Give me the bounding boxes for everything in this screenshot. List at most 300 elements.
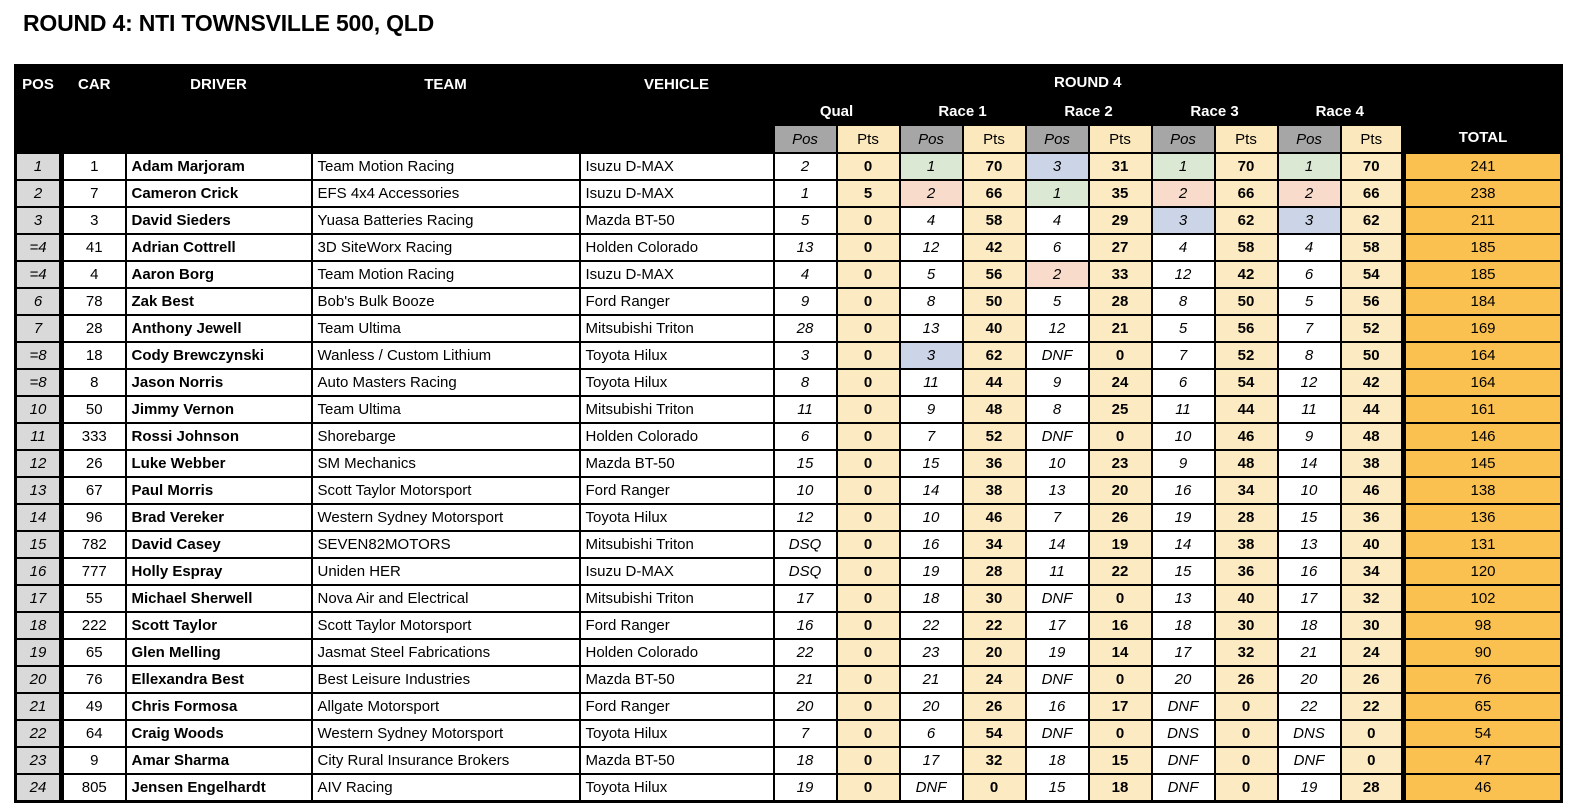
cell-driver-name: Craig Woods — [126, 720, 312, 747]
cell-car-number: 50 — [62, 396, 126, 423]
cell-total: 120 — [1404, 558, 1562, 585]
cell-race2-pts: 20 — [1089, 477, 1152, 504]
cell-race4-pts: 40 — [1341, 531, 1404, 558]
cell-vehicle: Toyota Hilux — [580, 504, 774, 531]
standings-row — [16, 207, 1562, 234]
cell-qual-pts: 0 — [837, 153, 900, 180]
standings-row — [16, 477, 1562, 504]
cell-vehicle: Ford Ranger — [580, 288, 774, 315]
standings-row — [16, 612, 1562, 639]
cell-car-number: 222 — [62, 612, 126, 639]
cell-qual-pts: 0 — [837, 261, 900, 288]
cell-race2-pos: 17 — [1026, 612, 1089, 639]
cell-race3-pts: 0 — [1215, 720, 1278, 747]
cell-race1-pts: 62 — [963, 342, 1026, 369]
cell-race4-pos: 11 — [1278, 396, 1341, 423]
cell-race1-pos: 18 — [900, 585, 963, 612]
cell-race1-pts: 46 — [963, 504, 1026, 531]
cell-total: 46 — [1404, 774, 1562, 802]
cell-race2-pos: 2 — [1026, 261, 1089, 288]
col-header-vehicle: VEHICLE — [580, 66, 774, 154]
cell-overall-pos: =4 — [16, 261, 62, 288]
cell-race1-pts: 70 — [963, 153, 1026, 180]
subheader-qual-pos: Pos — [774, 125, 837, 153]
cell-race4-pos: 6 — [1278, 261, 1341, 288]
cell-driver-name: Ellexandra Best — [126, 666, 312, 693]
cell-race4-pos: 1 — [1278, 153, 1341, 180]
standings-row — [16, 315, 1562, 342]
cell-overall-pos: 15 — [16, 531, 62, 558]
cell-race1-pts: 26 — [963, 693, 1026, 720]
cell-race4-pts: 36 — [1341, 504, 1404, 531]
cell-race3-pts: 28 — [1215, 504, 1278, 531]
standings-row — [16, 234, 1562, 261]
cell-overall-pos: 24 — [16, 774, 62, 802]
cell-total: 54 — [1404, 720, 1562, 747]
cell-qual-pos: 6 — [774, 423, 837, 450]
cell-qual-pts: 0 — [837, 369, 900, 396]
subheader-race3-pts: Pts — [1215, 125, 1278, 153]
cell-total: 238 — [1404, 180, 1562, 207]
cell-team: Scott Taylor Motorsport — [312, 477, 580, 504]
cell-race4-pts: 34 — [1341, 558, 1404, 585]
cell-race2-pos: 13 — [1026, 477, 1089, 504]
cell-race4-pos: 19 — [1278, 774, 1341, 802]
cell-race3-pts: 0 — [1215, 747, 1278, 774]
cell-vehicle: Mazda BT-50 — [580, 207, 774, 234]
page — [0, 10, 1593, 796]
cell-team: Western Sydney Motorsport — [312, 720, 580, 747]
cell-race2-pts: 35 — [1089, 180, 1152, 207]
cell-team: Yuasa Batteries Racing — [312, 207, 580, 234]
cell-overall-pos: 16 — [16, 558, 62, 585]
cell-race3-pts: 46 — [1215, 423, 1278, 450]
cell-total: 169 — [1404, 315, 1562, 342]
subheader-race2-pos: Pos — [1026, 125, 1089, 153]
cell-qual-pts: 0 — [837, 423, 900, 450]
cell-race4-pos: 4 — [1278, 234, 1341, 261]
cell-race1-pos: 8 — [900, 288, 963, 315]
cell-race2-pts: 16 — [1089, 612, 1152, 639]
cell-race1-pts: 54 — [963, 720, 1026, 747]
cell-race3-pts: 56 — [1215, 315, 1278, 342]
cell-race1-pts: 36 — [963, 450, 1026, 477]
cell-car-number: 9 — [62, 747, 126, 774]
subheader-race4-pos: Pos — [1278, 125, 1341, 153]
cell-race4-pts: 70 — [1341, 153, 1404, 180]
cell-qual-pos: 22 — [774, 639, 837, 666]
cell-team: Auto Masters Racing — [312, 369, 580, 396]
cell-car-number: 55 — [62, 585, 126, 612]
standings-row — [16, 531, 1562, 558]
cell-race4-pos: 13 — [1278, 531, 1341, 558]
cell-race4-pts: 56 — [1341, 288, 1404, 315]
cell-race1-pos: 13 — [900, 315, 963, 342]
cell-car-number: 49 — [62, 693, 126, 720]
cell-total: 164 — [1404, 369, 1562, 396]
cell-car-number: 1 — [62, 153, 126, 180]
cell-race1-pts: 38 — [963, 477, 1026, 504]
cell-driver-name: Paul Morris — [126, 477, 312, 504]
cell-race4-pts: 46 — [1341, 477, 1404, 504]
col-header-driver: DRIVER — [126, 66, 312, 154]
cell-vehicle: Isuzu D-MAX — [580, 153, 774, 180]
cell-race2-pos: 5 — [1026, 288, 1089, 315]
cell-team: 3D SiteWorx Racing — [312, 234, 580, 261]
cell-driver-name: Glen Melling — [126, 639, 312, 666]
cell-race1-pos: 5 — [900, 261, 963, 288]
cell-vehicle: Ford Ranger — [580, 693, 774, 720]
cell-race3-pts: 50 — [1215, 288, 1278, 315]
cell-qual-pos: 20 — [774, 693, 837, 720]
cell-vehicle: Isuzu D-MAX — [580, 261, 774, 288]
cell-driver-name: Zak Best — [126, 288, 312, 315]
cell-race4-pts: 0 — [1341, 747, 1404, 774]
cell-qual-pos: 17 — [774, 585, 837, 612]
subheader-race3-pos: Pos — [1152, 125, 1215, 153]
cell-car-number: 3 — [62, 207, 126, 234]
cell-qual-pos: 16 — [774, 612, 837, 639]
cell-race1-pts: 56 — [963, 261, 1026, 288]
cell-team: Bob's Bulk Booze — [312, 288, 580, 315]
subheader-qual-pts: Pts — [837, 125, 900, 153]
cell-qual-pts: 0 — [837, 585, 900, 612]
cell-race2-pos: 18 — [1026, 747, 1089, 774]
cell-qual-pts: 0 — [837, 396, 900, 423]
cell-driver-name: Aaron Borg — [126, 261, 312, 288]
cell-race2-pos: 12 — [1026, 315, 1089, 342]
standings-row — [16, 369, 1562, 396]
cell-race4-pos: 15 — [1278, 504, 1341, 531]
cell-race2-pts: 18 — [1089, 774, 1152, 802]
cell-race1-pts: 42 — [963, 234, 1026, 261]
cell-race3-pos: 13 — [1152, 585, 1215, 612]
standings-row — [16, 558, 1562, 585]
cell-race3-pts: 34 — [1215, 477, 1278, 504]
cell-qual-pos: 15 — [774, 450, 837, 477]
cell-qual-pts: 0 — [837, 612, 900, 639]
cell-driver-name: Rossi Johnson — [126, 423, 312, 450]
cell-race1-pos: 10 — [900, 504, 963, 531]
cell-total: 185 — [1404, 234, 1562, 261]
cell-race1-pos: 6 — [900, 720, 963, 747]
cell-race4-pos: 2 — [1278, 180, 1341, 207]
cell-car-number: 64 — [62, 720, 126, 747]
cell-race2-pts: 0 — [1089, 342, 1152, 369]
cell-vehicle: Ford Ranger — [580, 477, 774, 504]
standings-row — [16, 180, 1562, 207]
cell-race1-pos: 2 — [900, 180, 963, 207]
cell-total: 90 — [1404, 639, 1562, 666]
cell-qual-pos: 8 — [774, 369, 837, 396]
cell-qual-pos: 21 — [774, 666, 837, 693]
cell-overall-pos: 23 — [16, 747, 62, 774]
cell-race2-pos: 6 — [1026, 234, 1089, 261]
cell-team: Team Ultima — [312, 315, 580, 342]
cell-race3-pos: DNS — [1152, 720, 1215, 747]
cell-race4-pos: 16 — [1278, 558, 1341, 585]
cell-race4-pts: 24 — [1341, 639, 1404, 666]
page-title: ROUND 4: NTI TOWNSVILLE 500, QLD — [23, 10, 435, 36]
cell-race4-pts: 38 — [1341, 450, 1404, 477]
cell-race1-pts: 0 — [963, 774, 1026, 802]
cell-total: 211 — [1404, 207, 1562, 234]
cell-race1-pts: 50 — [963, 288, 1026, 315]
cell-overall-pos: =4 — [16, 234, 62, 261]
cell-race1-pos: 11 — [900, 369, 963, 396]
cell-vehicle: Toyota Hilux — [580, 369, 774, 396]
cell-driver-name: Cody Brewczynski — [126, 342, 312, 369]
cell-race3-pos: 11 — [1152, 396, 1215, 423]
session-header-race1: Race 1 — [900, 98, 1026, 125]
cell-race4-pos: DNF — [1278, 747, 1341, 774]
cell-race4-pos: DNS — [1278, 720, 1341, 747]
cell-race4-pos: 18 — [1278, 612, 1341, 639]
cell-race3-pts: 30 — [1215, 612, 1278, 639]
cell-race1-pts: 44 — [963, 369, 1026, 396]
cell-qual-pts: 0 — [837, 558, 900, 585]
cell-race1-pos: 17 — [900, 747, 963, 774]
cell-total: 241 — [1404, 153, 1562, 180]
cell-race1-pos: 19 — [900, 558, 963, 585]
cell-race2-pts: 22 — [1089, 558, 1152, 585]
cell-total: 161 — [1404, 396, 1562, 423]
cell-race2-pts: 0 — [1089, 423, 1152, 450]
cell-driver-name: Michael Sherwell — [126, 585, 312, 612]
cell-race3-pos: DNF — [1152, 747, 1215, 774]
cell-race3-pts: 38 — [1215, 531, 1278, 558]
cell-race3-pos: 14 — [1152, 531, 1215, 558]
cell-race3-pos: 6 — [1152, 369, 1215, 396]
cell-race1-pts: 34 — [963, 531, 1026, 558]
cell-vehicle: Isuzu D-MAX — [580, 180, 774, 207]
session-header-race4: Race 4 — [1278, 98, 1404, 125]
cell-vehicle: Isuzu D-MAX — [580, 558, 774, 585]
cell-race2-pts: 15 — [1089, 747, 1152, 774]
col-header-total: TOTAL — [1404, 66, 1562, 154]
cell-vehicle: Mitsubishi Triton — [580, 531, 774, 558]
cell-race3-pts: 32 — [1215, 639, 1278, 666]
cell-vehicle: Toyota Hilux — [580, 774, 774, 802]
cell-race1-pos: 15 — [900, 450, 963, 477]
cell-team: Team Motion Racing — [312, 261, 580, 288]
cell-qual-pos: 18 — [774, 747, 837, 774]
cell-car-number: 333 — [62, 423, 126, 450]
cell-overall-pos: 10 — [16, 396, 62, 423]
cell-car-number: 26 — [62, 450, 126, 477]
cell-race2-pts: 26 — [1089, 504, 1152, 531]
cell-race2-pos: DNF — [1026, 720, 1089, 747]
cell-driver-name: Adrian Cottrell — [126, 234, 312, 261]
cell-team: Uniden HER — [312, 558, 580, 585]
cell-race1-pts: 58 — [963, 207, 1026, 234]
cell-race2-pos: DNF — [1026, 666, 1089, 693]
cell-race2-pos: 8 — [1026, 396, 1089, 423]
standings-row — [16, 261, 1562, 288]
cell-qual-pts: 0 — [837, 315, 900, 342]
cell-driver-name: Jimmy Vernon — [126, 396, 312, 423]
cell-vehicle: Ford Ranger — [580, 612, 774, 639]
cell-race3-pts: 54 — [1215, 369, 1278, 396]
cell-overall-pos: 3 — [16, 207, 62, 234]
cell-race2-pts: 24 — [1089, 369, 1152, 396]
standings-row — [16, 288, 1562, 315]
col-header-team: TEAM — [312, 66, 580, 154]
cell-car-number: 805 — [62, 774, 126, 802]
cell-race1-pts: 32 — [963, 747, 1026, 774]
cell-total: 145 — [1404, 450, 1562, 477]
cell-race1-pos: 9 — [900, 396, 963, 423]
cell-race4-pos: 21 — [1278, 639, 1341, 666]
cell-overall-pos: 11 — [16, 423, 62, 450]
cell-driver-name: Jason Norris — [126, 369, 312, 396]
cell-race3-pos: 19 — [1152, 504, 1215, 531]
cell-race1-pos: 4 — [900, 207, 963, 234]
cell-qual-pts: 0 — [837, 693, 900, 720]
cell-race3-pts: 62 — [1215, 207, 1278, 234]
cell-team: EFS 4x4 Accessories — [312, 180, 580, 207]
cell-race3-pts: 40 — [1215, 585, 1278, 612]
cell-driver-name: Holly Espray — [126, 558, 312, 585]
cell-qual-pts: 5 — [837, 180, 900, 207]
standings-row — [16, 585, 1562, 612]
cell-race3-pos: 8 — [1152, 288, 1215, 315]
cell-driver-name: Luke Webber — [126, 450, 312, 477]
cell-total: 138 — [1404, 477, 1562, 504]
cell-race2-pts: 21 — [1089, 315, 1152, 342]
session-header-race2: Race 2 — [1026, 98, 1152, 125]
cell-race2-pos: 16 — [1026, 693, 1089, 720]
cell-overall-pos: =8 — [16, 342, 62, 369]
cell-overall-pos: 21 — [16, 693, 62, 720]
cell-race2-pos: 10 — [1026, 450, 1089, 477]
cell-race2-pos: DNF — [1026, 423, 1089, 450]
cell-qual-pos: 10 — [774, 477, 837, 504]
cell-car-number: 41 — [62, 234, 126, 261]
cell-team: Shorebarge — [312, 423, 580, 450]
cell-qual-pos: 4 — [774, 261, 837, 288]
cell-car-number: 4 — [62, 261, 126, 288]
cell-race4-pts: 32 — [1341, 585, 1404, 612]
cell-qual-pos: 3 — [774, 342, 837, 369]
subheader-race4-pts: Pts — [1341, 125, 1404, 153]
cell-race2-pts: 0 — [1089, 720, 1152, 747]
cell-race2-pos: 15 — [1026, 774, 1089, 802]
cell-qual-pts: 0 — [837, 450, 900, 477]
cell-race3-pos: 20 — [1152, 666, 1215, 693]
cell-race1-pos: 12 — [900, 234, 963, 261]
cell-race3-pos: DNF — [1152, 693, 1215, 720]
cell-qual-pos: DSQ — [774, 558, 837, 585]
cell-race1-pos: 21 — [900, 666, 963, 693]
cell-race3-pts: 58 — [1215, 234, 1278, 261]
cell-race3-pos: 10 — [1152, 423, 1215, 450]
cell-race2-pos: 19 — [1026, 639, 1089, 666]
cell-driver-name: David Casey — [126, 531, 312, 558]
cell-race4-pts: 42 — [1341, 369, 1404, 396]
cell-overall-pos: 14 — [16, 504, 62, 531]
standings-row — [16, 693, 1562, 720]
cell-race1-pos: DNF — [900, 774, 963, 802]
cell-overall-pos: 19 — [16, 639, 62, 666]
cell-race3-pos: 16 — [1152, 477, 1215, 504]
cell-total: 47 — [1404, 747, 1562, 774]
standings-row — [16, 342, 1562, 369]
cell-race3-pts: 70 — [1215, 153, 1278, 180]
cell-race2-pts: 31 — [1089, 153, 1152, 180]
cell-overall-pos: =8 — [16, 369, 62, 396]
cell-race4-pos: 12 — [1278, 369, 1341, 396]
results-table — [14, 64, 1563, 803]
round-header: ROUND 4 — [774, 66, 1404, 99]
cell-race1-pts: 40 — [963, 315, 1026, 342]
cell-race1-pts: 28 — [963, 558, 1026, 585]
cell-race4-pts: 44 — [1341, 396, 1404, 423]
standings-row — [16, 747, 1562, 774]
cell-team: Best Leisure Industries — [312, 666, 580, 693]
cell-driver-name: Adam Marjoram — [126, 153, 312, 180]
cell-qual-pos: DSQ — [774, 531, 837, 558]
cell-overall-pos: 17 — [16, 585, 62, 612]
cell-car-number: 76 — [62, 666, 126, 693]
cell-overall-pos: 6 — [16, 288, 62, 315]
cell-qual-pos: 13 — [774, 234, 837, 261]
cell-race4-pts: 30 — [1341, 612, 1404, 639]
cell-overall-pos: 2 — [16, 180, 62, 207]
cell-total: 185 — [1404, 261, 1562, 288]
cell-race3-pts: 44 — [1215, 396, 1278, 423]
subheader-race2-pts: Pts — [1089, 125, 1152, 153]
cell-vehicle: Mitsubishi Triton — [580, 315, 774, 342]
cell-driver-name: Scott Taylor — [126, 612, 312, 639]
cell-qual-pos: 2 — [774, 153, 837, 180]
cell-race3-pos: 4 — [1152, 234, 1215, 261]
cell-car-number: 96 — [62, 504, 126, 531]
cell-team: City Rural Insurance Brokers — [312, 747, 580, 774]
cell-vehicle: Mazda BT-50 — [580, 450, 774, 477]
cell-race1-pts: 24 — [963, 666, 1026, 693]
standings-row — [16, 666, 1562, 693]
cell-total: 102 — [1404, 585, 1562, 612]
cell-race1-pts: 22 — [963, 612, 1026, 639]
cell-race3-pos: 3 — [1152, 207, 1215, 234]
cell-race3-pts: 66 — [1215, 180, 1278, 207]
cell-race4-pts: 0 — [1341, 720, 1404, 747]
cell-total: 146 — [1404, 423, 1562, 450]
table-header — [16, 66, 1562, 154]
cell-race4-pos: 20 — [1278, 666, 1341, 693]
cell-car-number: 78 — [62, 288, 126, 315]
cell-race3-pts: 42 — [1215, 261, 1278, 288]
cell-race4-pos: 14 — [1278, 450, 1341, 477]
cell-race4-pts: 62 — [1341, 207, 1404, 234]
cell-race1-pos: 16 — [900, 531, 963, 558]
cell-qual-pos: 1 — [774, 180, 837, 207]
cell-race3-pos: 18 — [1152, 612, 1215, 639]
cell-race1-pos: 23 — [900, 639, 963, 666]
cell-race2-pts: 28 — [1089, 288, 1152, 315]
cell-race1-pts: 48 — [963, 396, 1026, 423]
cell-race4-pts: 58 — [1341, 234, 1404, 261]
cell-race3-pos: 1 — [1152, 153, 1215, 180]
cell-overall-pos: 13 — [16, 477, 62, 504]
cell-race4-pts: 52 — [1341, 315, 1404, 342]
cell-driver-name: Jensen Engelhardt — [126, 774, 312, 802]
cell-race1-pos: 22 — [900, 612, 963, 639]
cell-race4-pts: 26 — [1341, 666, 1404, 693]
cell-race2-pos: 4 — [1026, 207, 1089, 234]
cell-qual-pts: 0 — [837, 747, 900, 774]
